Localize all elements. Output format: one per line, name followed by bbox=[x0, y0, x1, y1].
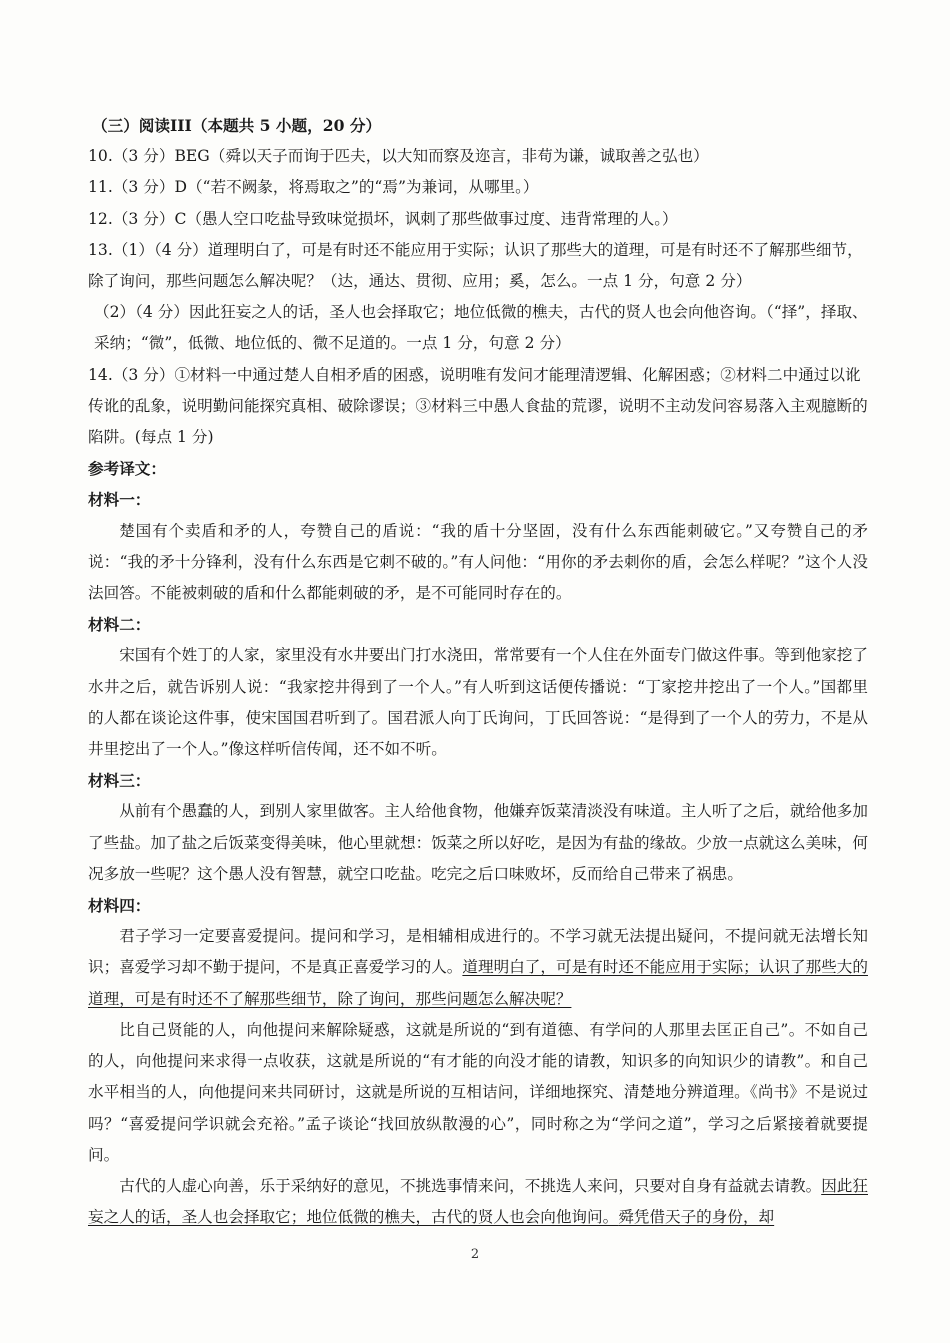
answer-11: 11.（3 分）D（“若不阙彖，将焉取之”的“焉”为兼词，从哪里。） bbox=[88, 178, 539, 197]
material-4-p3-text: 古代的人虚心向善，乐于采纳好的意见，不挑选事情来问，不挑选人来问，只要对自身有益就去请教。 bbox=[119, 1176, 822, 1195]
answer-13-1: 13.（1）（4 分）道理明白了，可是有时还不能应用于实际；认识了那些大的道理，可是有时还不了解那些细节，除了询问，那些问题怎么解决呢？（达，通达、贯彻、应用；奚，怎么。一点 1 分，句意 2 分） bbox=[88, 240, 863, 291]
material-4-p1-underlined: 道理明白了，可是有时还不能应用于实际；认识了那些大的道理，可是有时还不了解那些细节，除了询问，那些问题怎么解决呢？ bbox=[88, 958, 868, 1008]
section-title: （三）阅读III（本题共 5 小题，20 分） bbox=[92, 116, 382, 135]
material-4-paragraph-1 bbox=[88, 921, 868, 1015]
answer-12: 12.（3 分）C（愚人空口吃盐导致味觉损坏，讽刺了那些做事过度、违背常理的人。） bbox=[88, 209, 678, 228]
material-4-p3-underlined-2: 舜凭借天子的身份，却 bbox=[618, 1208, 775, 1227]
translation-heading: 参考译文： bbox=[88, 459, 166, 479]
answer-13-2: （2）（4 分）因此狂妄之人的话，圣人也会择取它；地位低微的樵夫，古代的贤人也会向他咨询。（“择”，择取、采纳；“微”，低微、地位低的、微不足道的。一点 1 分，句意 2 分） bbox=[94, 303, 868, 353]
material-1-text: 楚国有个卖盾和矛的人，夸赞自己的盾说：“我的盾十分坚固，没有什么东西能刺破它。”又夸赞自己的矛说：“我的矛十分锋利，没有什么东西是它刺不破的。”有人问他：“用你的矛去刺你的盾，会怎么样呢？”这个人没法回答。不能被刺破的盾和什么都能刺破的矛，是不可能同时存在的。 bbox=[88, 521, 868, 603]
answer-14: 14.（3 分）①材料一中通过楚人自相矛盾的困惑，说明唯有发问才能理清逻辑、化解困惑；②材料二中通过以讹传讹的乱象，说明勤问能探究真相、破除谬误；③材料三中愚人食盐的荒谬，说明不主动发问容易落入主观臆断的陷阱。(每点 1 分) bbox=[88, 365, 868, 447]
material-4-p1-text: 君子学习一定要喜爱提问。提问和学习，是相辅相成进行的。不学习就无法提出疑问，不提问就无法增长知识；喜爱学习却不勤于提问，不是真正喜爱学习的人。 bbox=[88, 927, 868, 977]
material-2-text: 宋国有个姓丁的人家，家里没有水井要出门打水浇田，常常要有一个人住在外面专门做这件事。等到他家挖了水井之后，就告诉别人说：“我家挖井得到了一个人。”有人听到这话便传播说：“丁家挖井挖出了一个人。”国都里的人都在谈论这件事，使宋国国君听到了。国君派人向丁氏询问，丁氏回答说：“是得到了一个人的劳力，不是从井里挖出了一个人。”像这样听信传闻，还不如不听。 bbox=[88, 646, 868, 759]
material-1-heading: 材料一： bbox=[88, 490, 151, 510]
document-page bbox=[88, 110, 868, 1233]
material-4-paragraph-3 bbox=[88, 1171, 868, 1233]
material-3-heading: 材料三： bbox=[88, 771, 151, 791]
material-4-paragraph-2: 比自己贤能的人，向他提问来解除疑惑，这就是所说的“到有道德、有学问的人那里去匡正自己”。不如自己的人，向他提问来求得一点收获，这就是所说的“有才能的向没才能的请教，知识多的向知识少的请教”。和自己水平相当的人，向他提问来共同研讨，这就是所说的互相诘问，详细地探究、清楚地分辨道理。《尚书》不是说过吗？“喜爱提问学识就会充裕。”孟子谈论“找回放纵散漫的心”，同时称之为“学问之道”，学习之后紧接着就要提问。 bbox=[88, 1020, 868, 1164]
material-4-heading: 材料四： bbox=[88, 896, 151, 916]
material-3-text: 从前有个愚蠢的人，到别人家里做客。主人给他食物，他嫌弃饭菜清淡没有味道。主人听了之后，就给他多加了些盐。加了盐之后饭菜变得美味，他心里就想：饭菜之所以好吃，是因为有盐的缘故。少放一点就这么美味，何况多放一些呢？这个愚人没有智慧，就空口吃盐。吃完之后口味败坏，反而给自己带来了祸患。 bbox=[88, 802, 868, 883]
answer-10: 10.（3 分）BEG（舜以天子而询于匹夫，以大知而察及迩言，非苟为谦，诚取善之弘也） bbox=[88, 147, 709, 166]
material-2-heading: 材料二： bbox=[88, 615, 151, 635]
material-4-p3-underlined-1: 因此狂妄之人的话，圣人也会择取它；地位低微的樵夫，古代的贤人也会向他询问。 bbox=[88, 1176, 868, 1227]
page-number: 2 bbox=[470, 1247, 480, 1262]
